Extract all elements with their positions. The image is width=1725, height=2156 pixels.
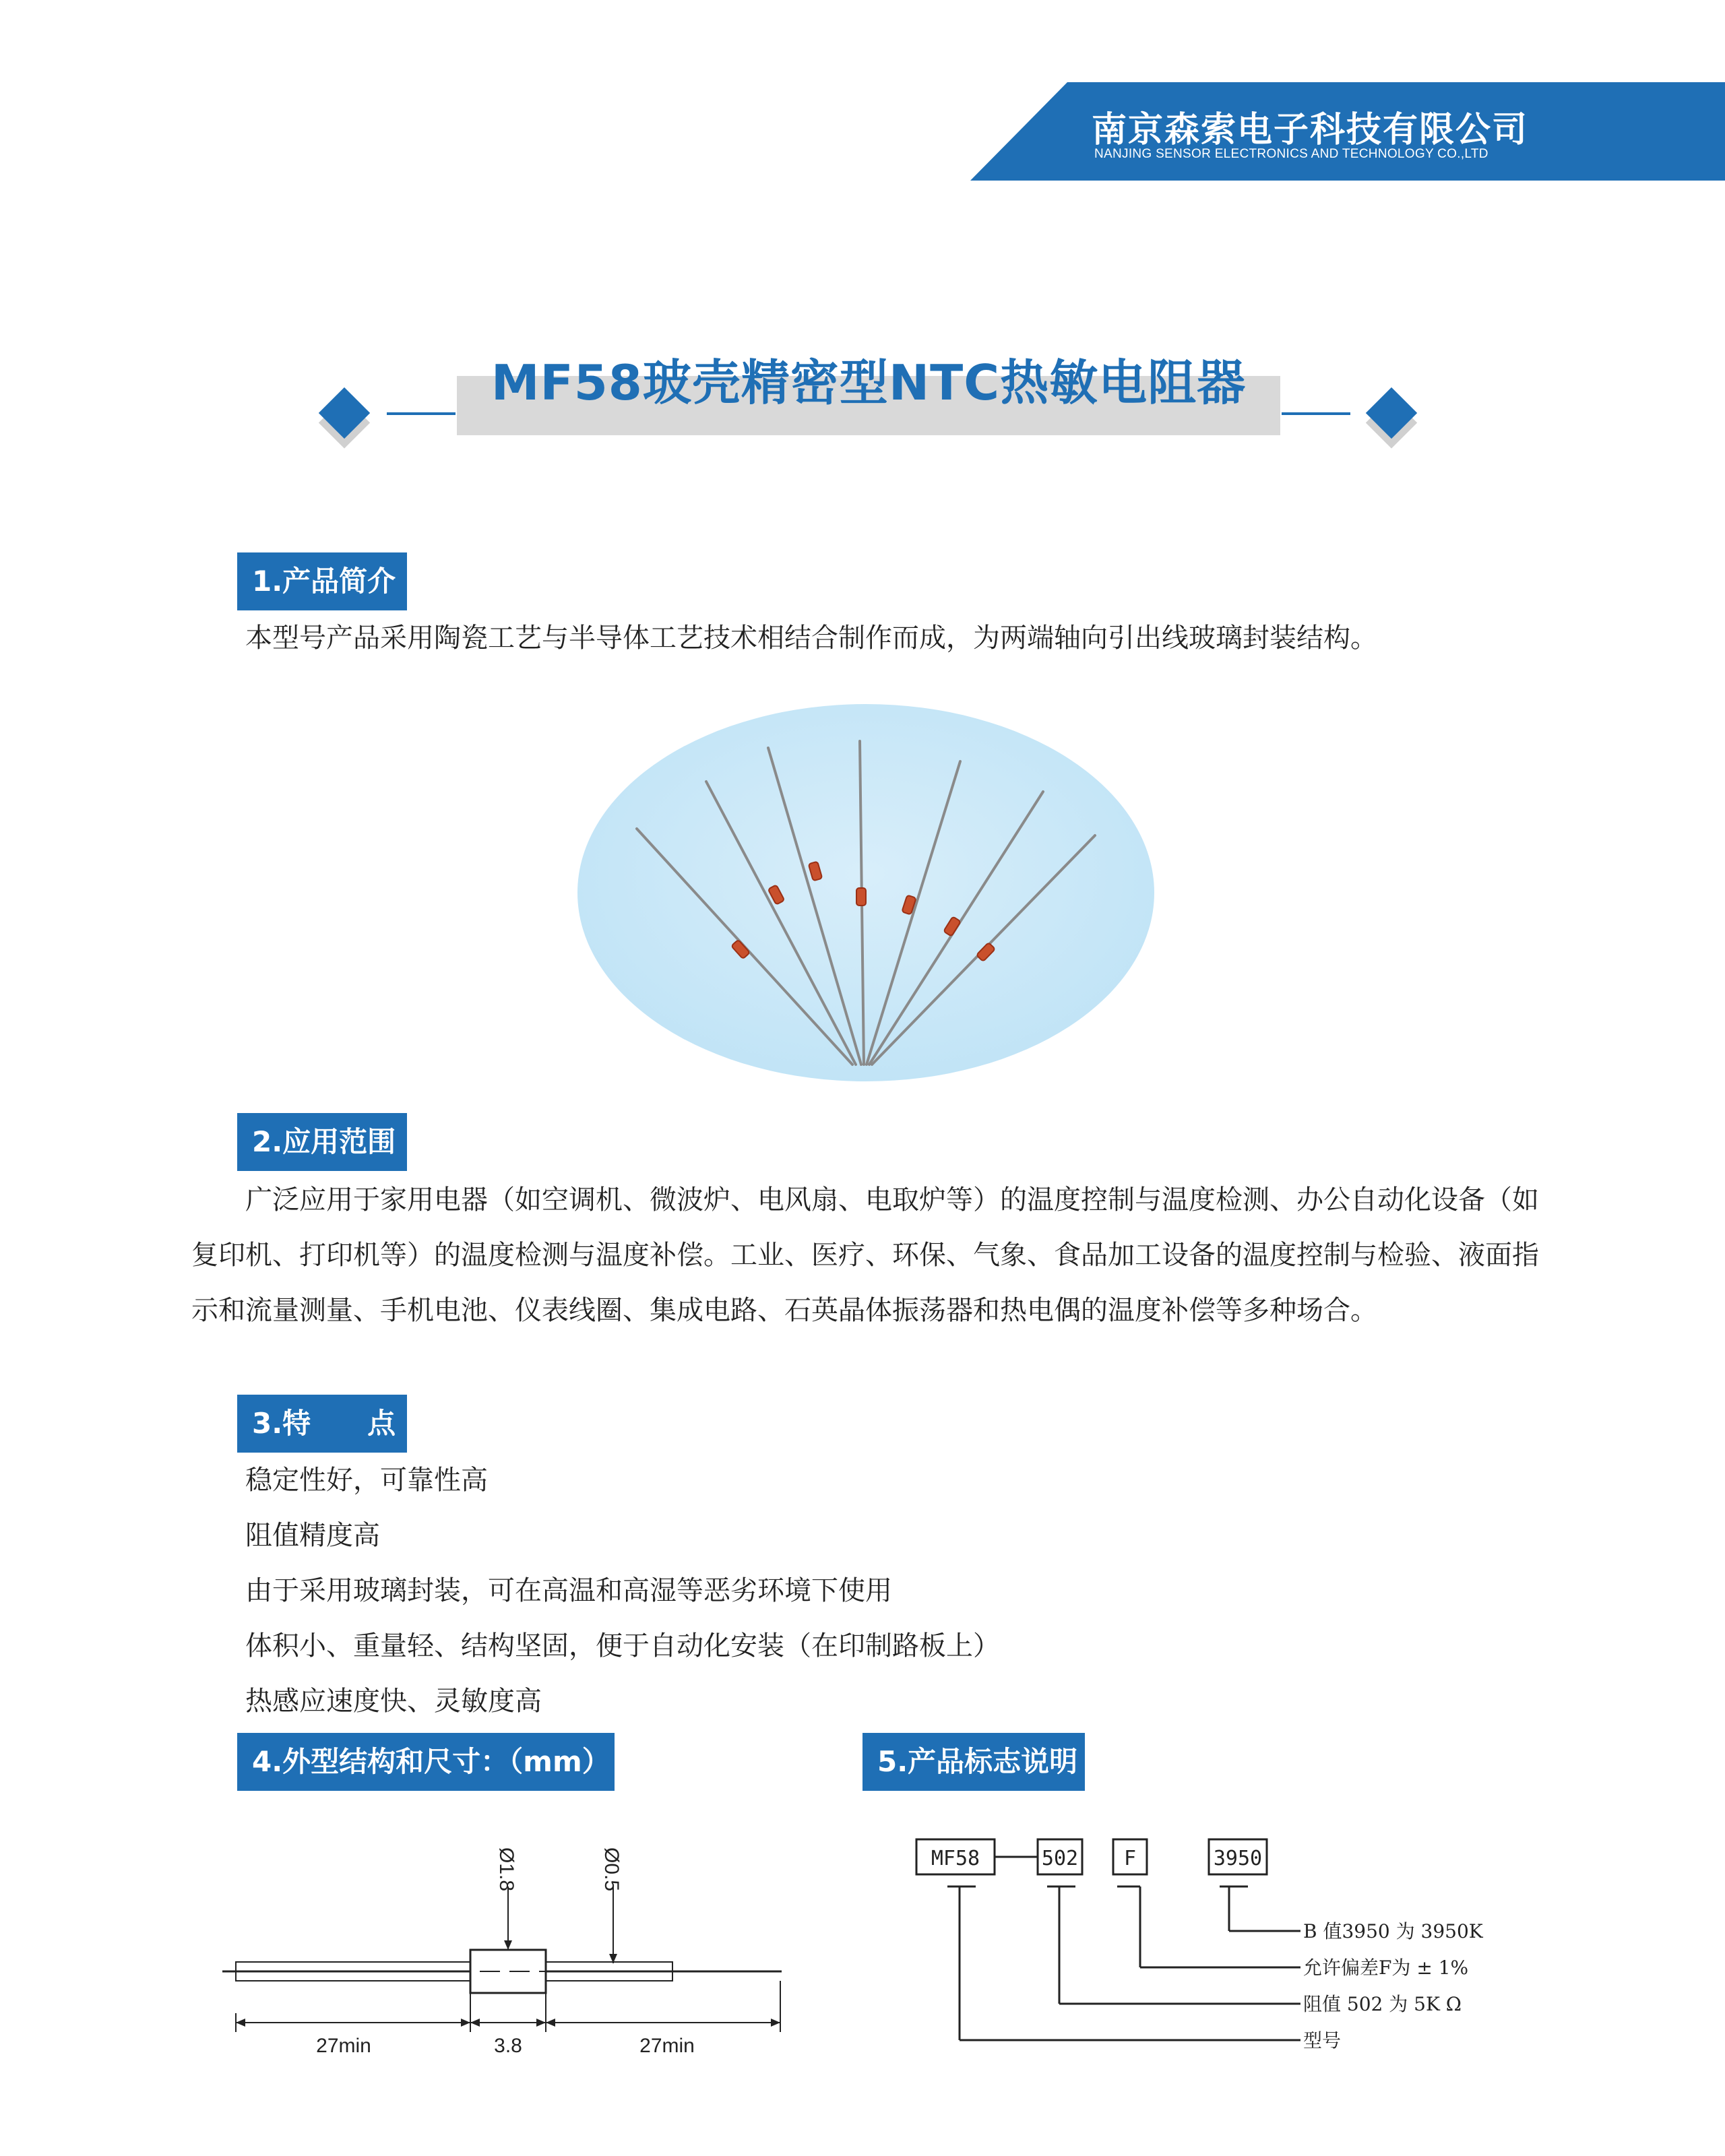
section-intro-text: 本型号产品采用陶瓷工艺与半导体工艺技术相结合制作而成，为两端轴向引出线玻璃封装结构。 [245, 623, 1377, 654]
lead-length-left: 27min [316, 2035, 371, 2057]
section-intro-heading: 1.产品简介 [237, 552, 407, 610]
feature-item: 热感应速度快、灵敏度高 [245, 1686, 542, 1717]
section-marking-heading: 5.产品标志说明 [862, 1733, 1085, 1791]
body-diameter: Ø1.8 [495, 1847, 518, 1892]
marking-box-model: MF58 [931, 1847, 980, 1870]
lead-length-right: 27min [639, 2035, 695, 2057]
section-dimensions-heading: 4.外型结构和尺寸：（mm） [237, 1733, 615, 1791]
diamond-left-icon [319, 387, 370, 449]
marking-box-bvalue: 3950 [1213, 1847, 1263, 1870]
feature-item: 阻值精度高 [245, 1520, 380, 1551]
product-photo [573, 701, 1159, 1091]
marking-explanation: 型号 [1303, 2029, 1342, 2052]
section-application-text: 广泛应用于家用电器（如空调机、微波炉、电风扇、电取炉等）的温度控制与温度检测、办公自动化设备（如复印机、打印机等）的温度检测与温度补偿。工业、医疗、环保、气象、食品加工设备的温度控制与检验、液面指示和流量测量、手机电池、仪表线圈、集成电路、石英晶体振荡器和热电偶的温度补偿等多种场合。 [191, 1184, 1539, 1326]
company-name-en: NANJING SENSOR ELECTRONICS AND TECHNOLOGY CO.,LTD [1094, 147, 1488, 161]
marking-explanation: B 值3950 为 3950K [1303, 1920, 1483, 1942]
body-length: 3.8 [494, 2035, 522, 2057]
feature-item: 稳定性好，可靠性高 [245, 1465, 488, 1496]
lead-diameter: Ø0.5 [600, 1847, 623, 1892]
section-features-heading: 3.特 点 [237, 1395, 407, 1453]
marking-explanation: 允许偏差F为 ± 1% [1303, 1957, 1469, 1979]
page-title: MF58玻壳精密型NTC热敏电阻器 [491, 354, 1247, 411]
feature-item: 体积小、重量轻、结构坚固，便于自动化安装（在印制路板上） [245, 1630, 1000, 1661]
marking-diagram [903, 1819, 1509, 2075]
dimension-drawing [202, 1833, 809, 2062]
diamond-right-icon [1366, 387, 1417, 449]
company-name-cn: 南京森索电子科技有限公司 [1092, 110, 1529, 150]
marking-box-tolerance: F [1123, 1847, 1137, 1870]
marking-explanation: 阻值 502 为 5K Ω [1303, 1993, 1462, 2015]
feature-item: 由于采用玻璃封装，可在高温和高湿等恶劣环境下使用 [245, 1575, 892, 1606]
section-application-heading: 2.应用范围 [237, 1113, 407, 1171]
marking-box-resistance: 502 [1041, 1847, 1079, 1870]
